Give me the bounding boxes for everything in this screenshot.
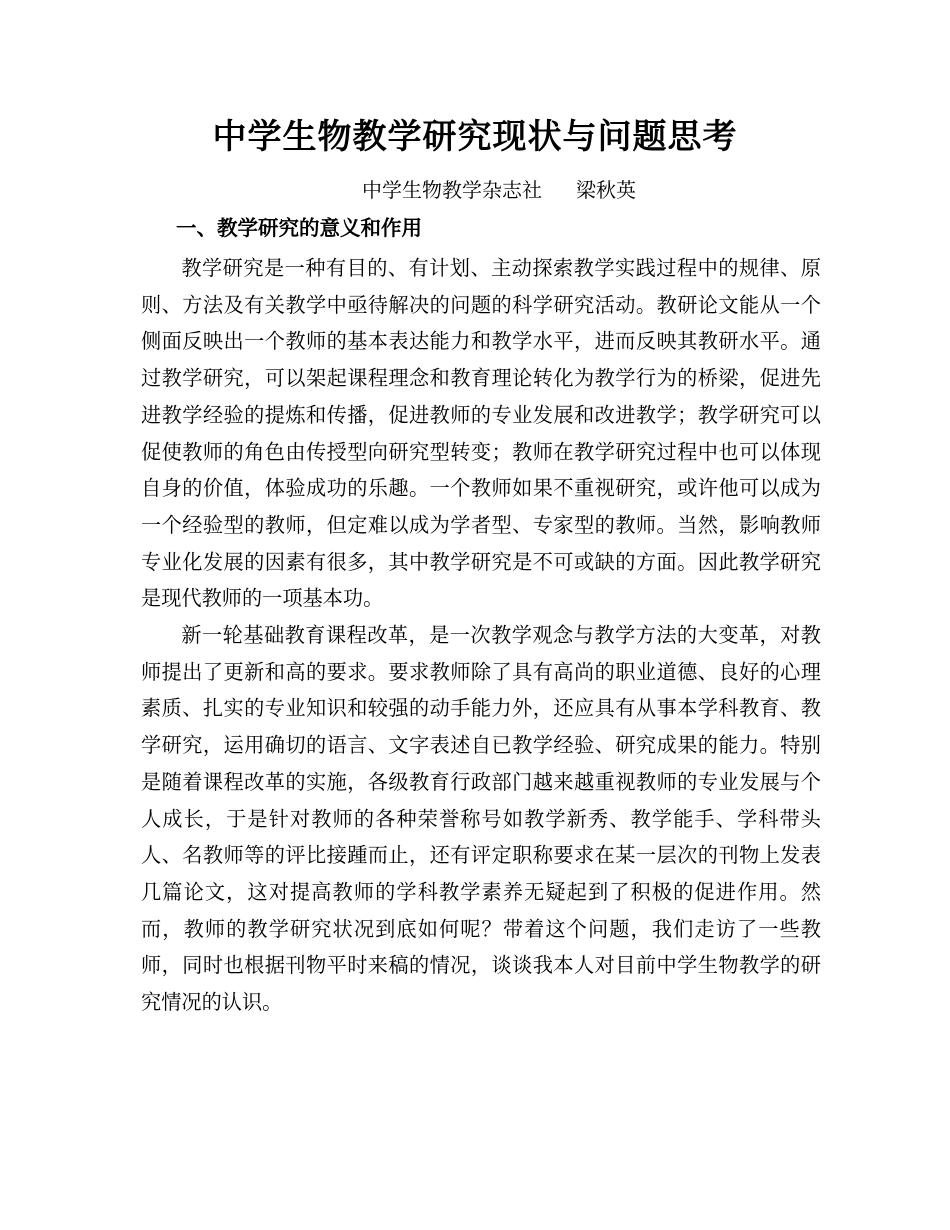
document-title: 中学生物教学研究现状与问题思考 [212, 117, 738, 157]
paragraph-2: 新一轮基础教育课程改革，是一次教学观念与教学方法的大变革，对教师提出了更新和高的要求。要求教师除了具有高尚的职业道德、良好的心理素质、扎实的专业知识和较强的动手能力外，还应具有从事本学科教育、教学研究，运用确切的语言、文字表述自已教学经验、研究成果的能力。特别是随着课程改革的实施，各级教育行政部门越来越重视教师的专业发展与个人成长，于是针对教师的各种荣誉称号如教学新秀、教学能手、学科带头人、名教师等的评比接踵而止，还有评定职称要求在某一层次的刊物上发表几篇论文，这对提高教师的学科教学素养无疑起到了积极的促进作用。然而，教师的教学研究状况到底如何呢？带着这个问题，我们走访了一些教师，同时也根据刊物平时来稿的情况，谈谈我本人对目前中学生物教学的研究情况的认识。 [141, 623, 821, 1015]
body-text [141, 250, 821, 1021]
section-heading: 一、教学研究的意义和作用 [176, 216, 422, 240]
paragraph-1: 教学研究是一种有目的、有计划、主动探索教学实践过程中的规律、原则、方法及有关教学中亟待解决的问题的科学研究活动。教研论文能从一个侧面反映出一个教师的基本表达能力和教学水平，进而反映其教研水平。通过教学研究，可以架起课程理念和教育理论转化为教学行为的桥梁，促进先进教学经验的提炼和传播，促进教师的专业发展和改进教学；教学研究可以促使教师的角色由传授型向研究型转变；教师在教学研究过程中也可以体现自身的价值，体验成功的乐趣。一个教师如果不重视研究，或许他可以成为一个经验型的教师，但定难以成为学者型、专家型的教师。当然，影响教师专业化发展的因素有很多，其中教学研究是不可或缺的方面。因此教学研究是现代教师的一项基本功。 [141, 256, 821, 611]
byline [0, 174, 950, 206]
byline-author: 梁秋英 [576, 178, 636, 202]
byline-organization: 中学生物教学杂志社 [362, 178, 542, 202]
